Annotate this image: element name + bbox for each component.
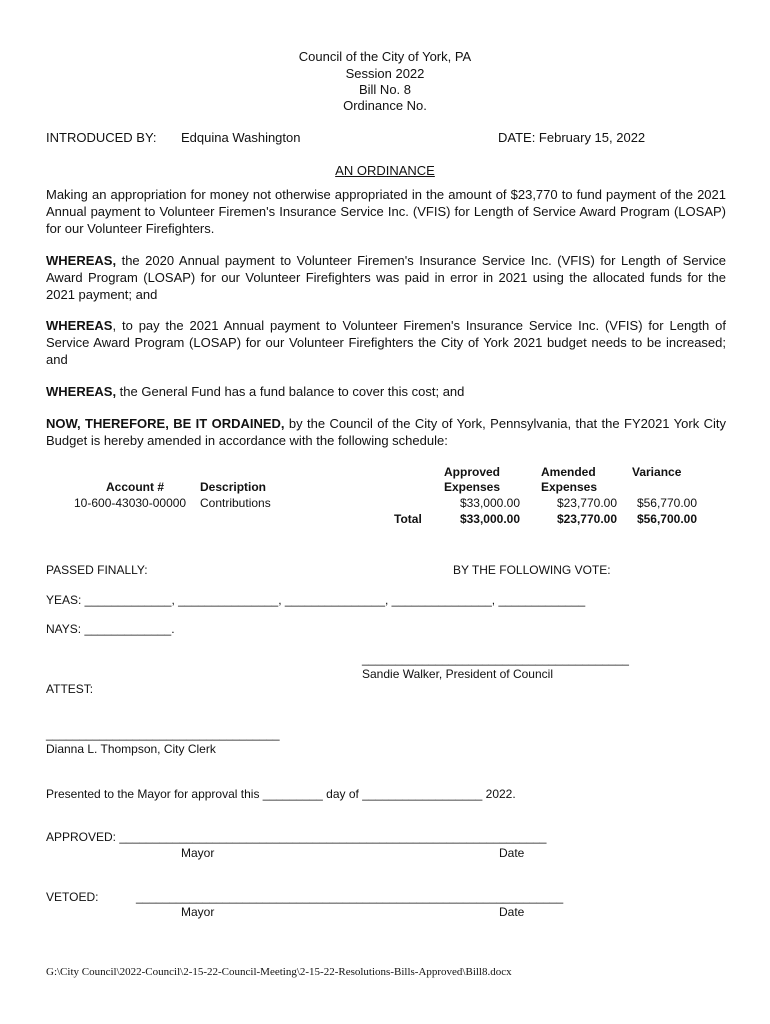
vetoed-date-label: Date — [499, 905, 525, 919]
whereas-paragraph-3 — [46, 383, 726, 400]
whereas-paragraph-1 — [46, 252, 726, 303]
whereas-3-text: the General Fund has a fund balance to cover this cost; and — [116, 384, 465, 399]
approved-date-label: Date — [499, 846, 525, 860]
ordained-lead: NOW, THEREFORE, BE IT ORDAINED, — [46, 416, 285, 431]
row-amended: $23,770.00 — [556, 496, 617, 510]
nays-line: NAYS: _____________. — [46, 622, 175, 636]
approved-mayor-label: Mayor — [181, 846, 215, 860]
president-signature-line: ________________________________________ — [362, 652, 629, 666]
vetoed-label: VETOED: — [46, 890, 99, 904]
approved-line: APPROVED: ________________________________________________________________ — [46, 830, 547, 844]
total-amended: $23,770.00 — [556, 512, 617, 526]
col-header-variance: Variance — [632, 465, 682, 479]
ordained-text: by the Council of the City of York, Pennsylvania, that the FY2021 York City Budget is hereby amended in accordance with the following schedule: — [46, 416, 726, 448]
passed-finally-label: PASSED FINALLY: — [46, 563, 148, 577]
header-session: Session 2022 — [345, 66, 425, 81]
ordained-paragraph — [46, 415, 726, 449]
clerk-name: Dianna L. Thompson, City Clerk — [46, 742, 216, 756]
col-header-account: Account # — [106, 480, 165, 494]
total-variance: $56,700.00 — [636, 512, 697, 526]
by-vote-label: BY THE FOLLOWING VOTE: — [453, 563, 611, 577]
header-bill-number: Bill No. 8 — [358, 82, 412, 97]
attest-label: ATTEST: — [46, 682, 94, 696]
whereas-1-text: the 2020 Annual payment to Volunteer Firemen's Insurance Service Inc. (VFIS) for Length of Service Award Program (LOSAP) for our Volunteer Firefighters was paid in error in 2021 using the allocated funds for the 2021 payment; and — [46, 253, 726, 302]
header-ordinance-number: Ordinance No. — [343, 98, 427, 113]
introduced-by-name: Edquina Washington — [181, 130, 301, 145]
row-description: Contributions — [200, 496, 271, 510]
whereas-2-lead: WHEREAS — [46, 318, 113, 333]
col-header-amended-expenses: Expenses — [541, 480, 598, 494]
president-name: Sandie Walker, President of Council — [362, 667, 553, 681]
col-header-approved-expenses: Expenses — [444, 480, 501, 494]
whereas-1-lead: WHEREAS, — [46, 253, 117, 268]
col-header-approved: Approved — [444, 465, 501, 479]
file-path-footer: G:\City Council\2022-Council\2-15-22-Council-Meeting\2-15-22-Resolutions-Bills-Approved\Bill8.docx — [46, 966, 512, 978]
col-header-description: Description — [200, 480, 267, 494]
introduced-by-label: INTRODUCED BY: — [46, 130, 157, 145]
bill-date: DATE: February 15, 2022 — [498, 130, 646, 145]
col-header-amended: Amended — [541, 465, 596, 479]
purpose-paragraph: Making an appropriation for money not otherwise appropriated in the amount of $23,770 to fund payment of the 2021 Annual payment to Volunteer Firemen's Insurance Service Inc. (VFIS) for Length of Service Award Program (LOSAP) for our Volunteer Firefighters. — [46, 187, 726, 236]
whereas-3-lead: WHEREAS, — [46, 384, 117, 399]
yeas-line: YEAS: _____________, _______________, _______________, _______________, _____________ — [46, 593, 586, 607]
ordinance-title: AN ORDINANCE — [335, 163, 435, 178]
clerk-signature-line: ___________________________________ — [46, 727, 280, 741]
row-approved: $33,000.00 — [459, 496, 520, 510]
total-label: Total — [394, 512, 422, 526]
row-variance: $56,770.00 — [636, 496, 697, 510]
header-council: Council of the City of York, PA — [298, 49, 472, 64]
vetoed-mayor-label: Mayor — [181, 905, 215, 919]
row-account: 10-600-43030-00000 — [74, 496, 187, 510]
total-approved: $33,000.00 — [459, 512, 520, 526]
whereas-paragraph-2 — [46, 317, 726, 368]
vetoed-line: ________________________________________________________________ — [136, 890, 564, 904]
presented-to-mayor: Presented to the Mayor for approval this _________ day of __________________ 2022. — [46, 787, 516, 801]
whereas-2-text: , to pay the 2021 Annual payment to Volunteer Firemen's Insurance Service Inc. (VFIS) for Length of Service Award Program (LOSAP) for our Volunteer Firefighters the City of York 2021 budget needs to be increased; and — [46, 318, 726, 367]
